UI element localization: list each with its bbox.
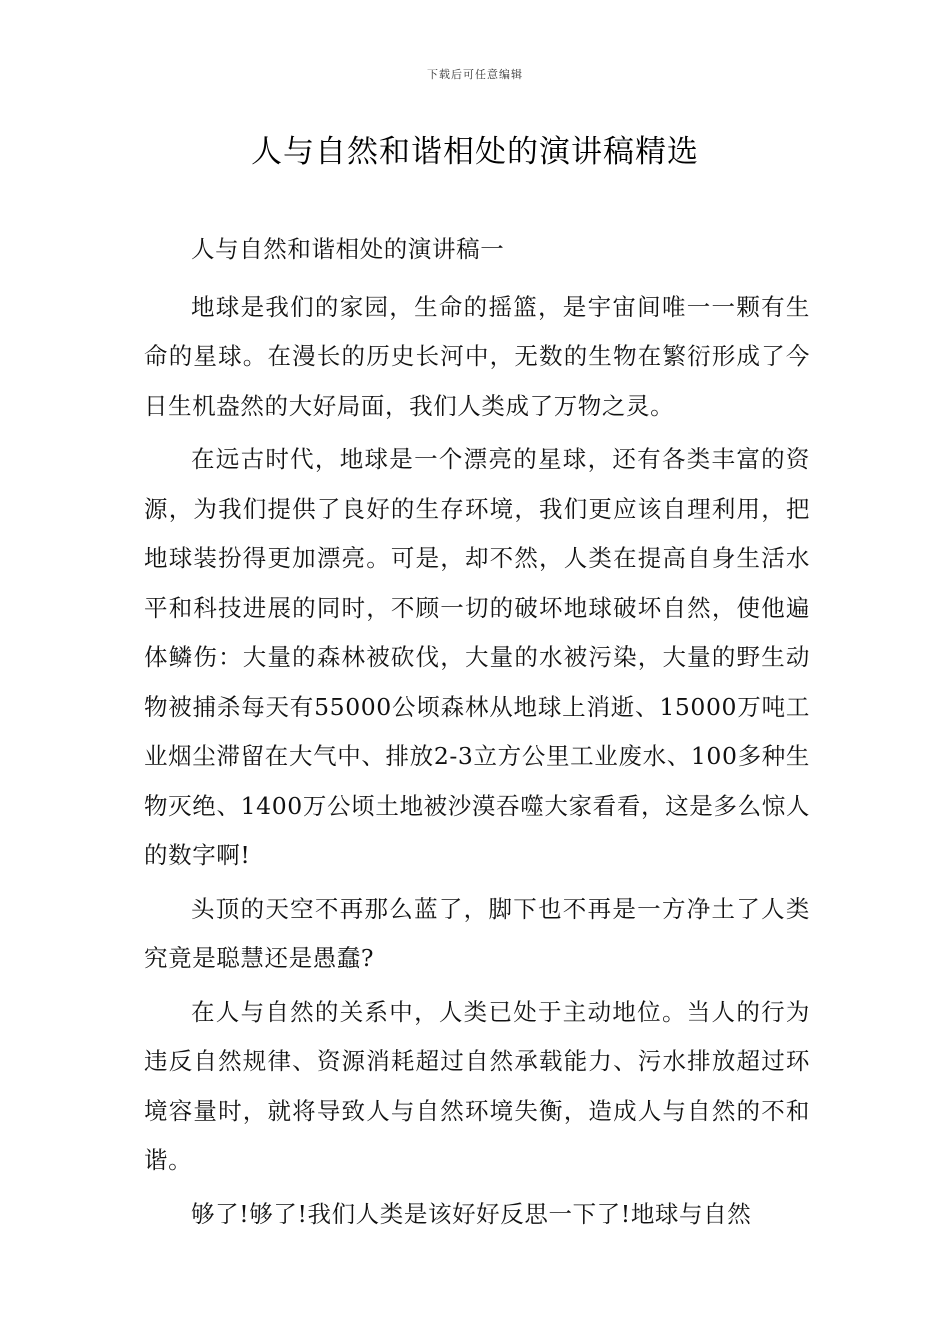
paragraph: 在远古时代，地球是一个漂亮的星球，还有各类丰富的资源，为我们提供了良好的生存环境，我们更应该自理利用，把地球装扮得更加漂亮。可是，却不然，人类在提高自身生活水平和科技进展的同时，不顾一切的破坏地球破坏自然，使他遍体鳞伤：大量的森林被砍伐，大量的水被污染，大量的野生动物被捕杀每天有55000公顷森林从地球上消逝、15000万吨工业烟尘滞留在大气中、排放2-3立方公里工业废水、100多种生物灭绝、1400万公顷土地被沙漠吞噬大家看看，这是多么惊人的数字啊! — [144, 445, 810, 869]
document-body — [144, 225, 810, 1239]
section-subtitle: 人与自然和谐相处的演讲稿一 — [191, 235, 505, 263]
paragraph: 地球是我们的家园，生命的摇篮，是宇宙间唯一一颗有生命的星球。在漫长的历史长河中，无数的生物在繁衍形成了今日生机盎然的大好局面，我们人类成了万物之灵。 — [144, 292, 810, 420]
paragraph: 在人与自然的关系中，人类已处于主动地位。当人的行为违反自然规律、资源消耗超过自然承载能力、污水排放超过环境容量时，就将导致人与自然环境失衡，造成人与自然的不和谐。 — [144, 997, 810, 1174]
document-title: 人与自然和谐相处的演讲稿精选 — [251, 134, 699, 170]
paragraph: 够了!够了!我们人类是该好好反思一下了!地球与自然 — [191, 1199, 752, 1228]
paragraph: 头顶的天空不再那么蓝了，脚下也不再是一方净土了人类究竟是聪慧还是愚蠢? — [144, 894, 810, 972]
header-note: 下载后可任意编辑 — [427, 68, 523, 81]
